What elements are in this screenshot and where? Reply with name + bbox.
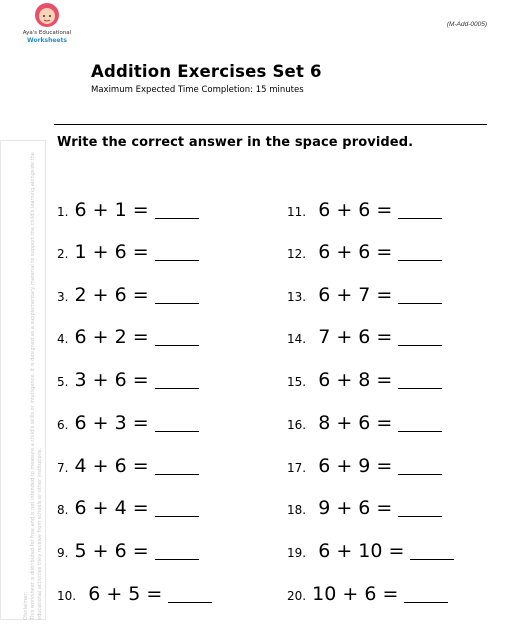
instructions: Write the correct answer in the space provided. [57,135,414,150]
question-4 [57,326,199,350]
question-number: 18. [287,503,307,517]
answer-blank[interactable] [155,285,199,304]
question-7 [57,455,199,479]
question-number: 4. [57,332,69,346]
question-20 [287,583,448,607]
answer-blank[interactable] [398,200,442,219]
answer-blank[interactable] [168,584,212,603]
answer-blank[interactable] [398,242,442,261]
answer-blank[interactable] [398,285,442,304]
disclaimer-title: Disclaimer: [23,591,29,620]
question-number: 12. [287,247,307,261]
worksheet-code: (M-Add-0005) [446,21,487,28]
logo-text-top: Aya's Educational [22,30,72,36]
question-13 [287,284,442,308]
answer-blank[interactable] [404,584,448,603]
disclaimer [23,150,44,620]
question-5 [57,369,199,393]
question-number: 8. [57,503,69,517]
question-expression: 1 + 6 = [74,241,149,263]
question-16 [287,412,442,436]
question-number: 11. [287,205,307,219]
question-expression: 4 + 6 = [74,455,149,477]
answer-blank[interactable] [398,370,442,389]
question-expression: 6 + 4 = [74,497,149,519]
question-1 [57,199,199,223]
question-number: 10. [57,589,77,603]
answer-blank[interactable] [155,541,199,560]
question-18 [287,497,442,521]
question-9 [57,540,199,564]
question-number: 17. [287,461,307,475]
question-number: 13. [287,290,307,304]
question-expression: 8 + 6 = [318,412,393,434]
question-expression: 6 + 3 = [74,412,149,434]
question-number: 3. [57,290,69,304]
question-14 [287,326,442,350]
question-expression: 7 + 6 = [318,326,393,348]
answer-blank[interactable] [155,200,199,219]
question-number: 1. [57,205,69,219]
answer-blank[interactable] [155,456,199,475]
question-6 [57,412,199,436]
question-number: 2. [57,247,69,261]
question-expression: 10 + 6 = [312,583,399,605]
answer-blank[interactable] [398,498,442,517]
question-number: 7. [57,461,69,475]
question-expression: 5 + 6 = [74,540,149,562]
question-2 [57,241,199,265]
question-10 [57,583,212,607]
question-19 [287,540,454,564]
answer-blank[interactable] [155,370,199,389]
question-expression: 6 + 6 = [318,199,393,221]
question-number: 16. [287,418,307,432]
question-number: 15. [287,375,307,389]
question-expression: 2 + 6 = [74,284,149,306]
question-expression: 6 + 9 = [318,455,393,477]
page-title: Addition Exercises Set 6 [91,62,322,81]
disclaimer-text: This worksheet is distributed for free and is not intended to measure a child's skills or intelligence. It is designed as a supplementary material to support the child's learning alongside the educational activities they receive from schools or other institutions. [30,152,43,620]
question-number: 6. [57,418,69,432]
question-15 [287,369,442,393]
question-3 [57,284,199,308]
answer-blank[interactable] [410,541,454,560]
question-expression: 6 + 10 = [318,540,405,562]
answer-blank[interactable] [155,242,199,261]
page-subtitle: Maximum Expected Time Completion: 15 minutes [91,85,304,95]
logo-text-bottom: Worksheets [27,37,67,44]
question-number: 5. [57,375,69,389]
answer-blank[interactable] [398,327,442,346]
question-expression: 6 + 6 = [318,241,393,263]
question-8 [57,497,199,521]
question-12 [287,241,442,265]
answer-blank[interactable] [155,413,199,432]
girl-face-icon [34,2,60,28]
question-expression: 3 + 6 = [74,369,149,391]
question-expression: 6 + 5 = [88,583,163,605]
question-number: 20. [287,589,307,603]
answer-blank[interactable] [155,498,199,517]
question-expression: 9 + 6 = [318,497,393,519]
question-number: 9. [57,546,69,560]
question-17 [287,455,442,479]
question-expression: 6 + 2 = [74,326,149,348]
question-expression: 6 + 8 = [318,369,393,391]
question-expression: 6 + 1 = [74,199,149,221]
answer-blank[interactable] [155,327,199,346]
logo [12,2,82,48]
question-expression: 6 + 7 = [318,284,393,306]
header-divider [54,124,487,125]
question-number: 19. [287,546,307,560]
answer-blank[interactable] [398,456,442,475]
answer-blank[interactable] [398,413,442,432]
question-number: 14. [287,332,307,346]
question-11 [287,199,442,223]
